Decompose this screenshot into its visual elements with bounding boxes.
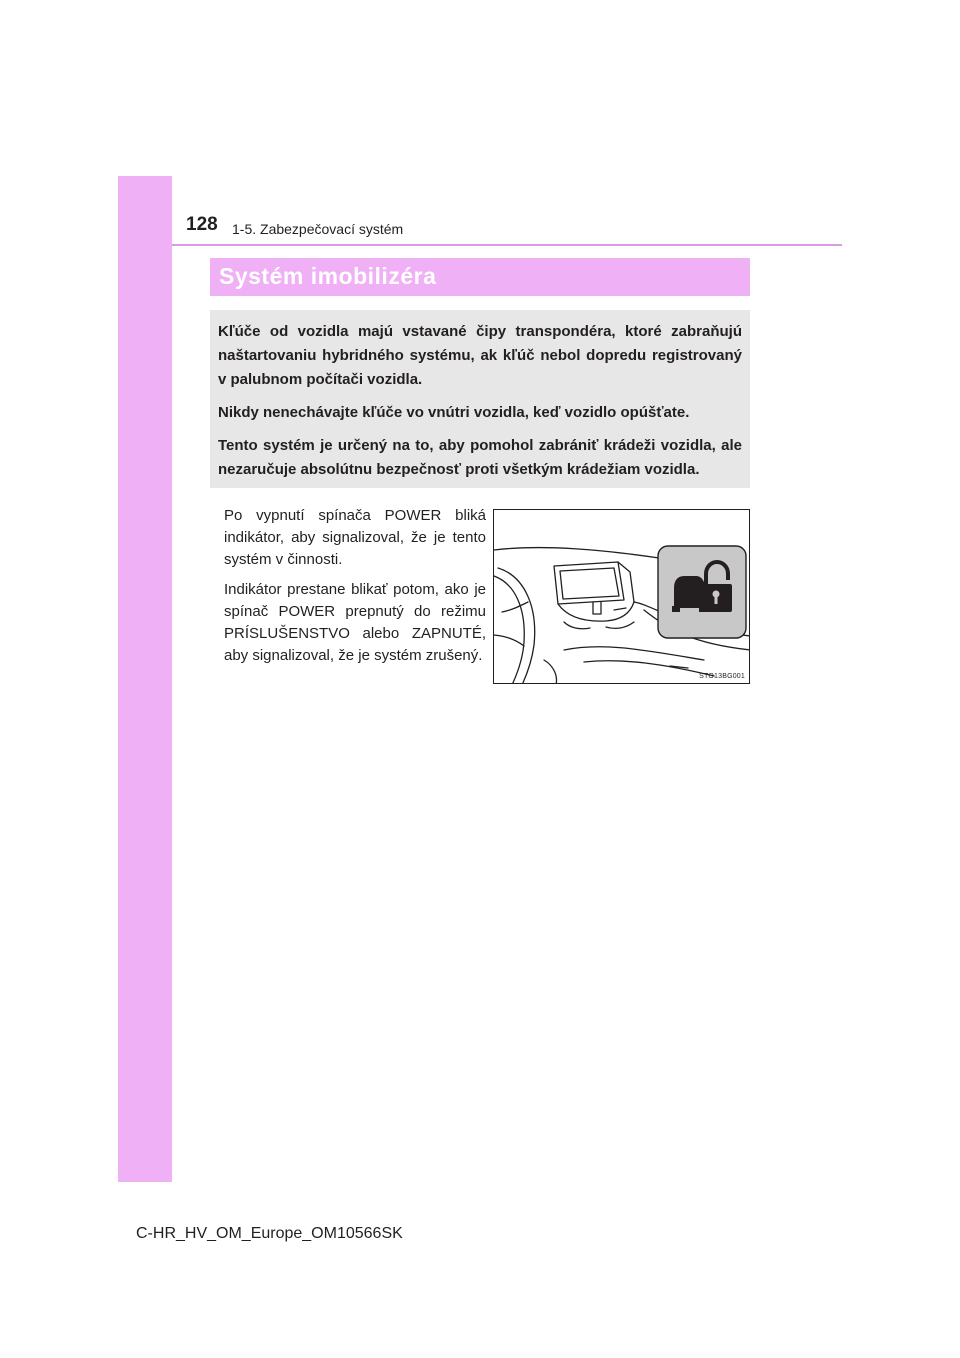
section-title: Systém imobilizéra — [219, 263, 437, 289]
body-text — [224, 505, 486, 675]
body-paragraph: Indikátor prestane blikať potom, ako je spínač POWER prepnutý do režimu PRÍSLUŠENSTVO alebo ZAPNUTÉ, aby signalizoval, že je systém zrušený. — [224, 581, 486, 664]
chapter-heading: 1-5. Zabezpečovací systém — [232, 221, 404, 237]
section-title-bar — [210, 258, 750, 296]
chapter-side-tab — [118, 176, 172, 1182]
summary-paragraph: Nikdy nenechávajte kľúče vo vnútri vozidla, keď vozidlo opúšťate. — [218, 404, 690, 421]
page-number: 128 — [186, 214, 218, 235]
dashboard-illustration — [493, 509, 750, 684]
document-footer: C-HR_HV_OM_Europe_OM10566SK — [136, 1225, 403, 1242]
summary-paragraph: Kľúče od vozidla majú vstavané čipy transpondéra, ktoré zabraňujú naštartovaniu hybridného systému, ak kľúč nebol dopredu registrovaný v palubnom počítači vozidla. — [218, 323, 742, 388]
summary-paragraph: Tento systém je určený na to, aby pomohol zabrániť krádeži vozidla, ale nezaručuje absolútnu bezpečnosť proti všetkým krádežiam vozidla. — [218, 437, 742, 478]
summary-box — [210, 310, 750, 488]
body-paragraph: Po vypnutí spínača POWER bliká indikátor, aby signalizoval, že je tento systém v činnosti. — [224, 507, 486, 568]
header-divider — [172, 244, 842, 246]
figure-code: STO13BG001 — [699, 673, 745, 680]
dashboard-drawing — [494, 510, 750, 684]
